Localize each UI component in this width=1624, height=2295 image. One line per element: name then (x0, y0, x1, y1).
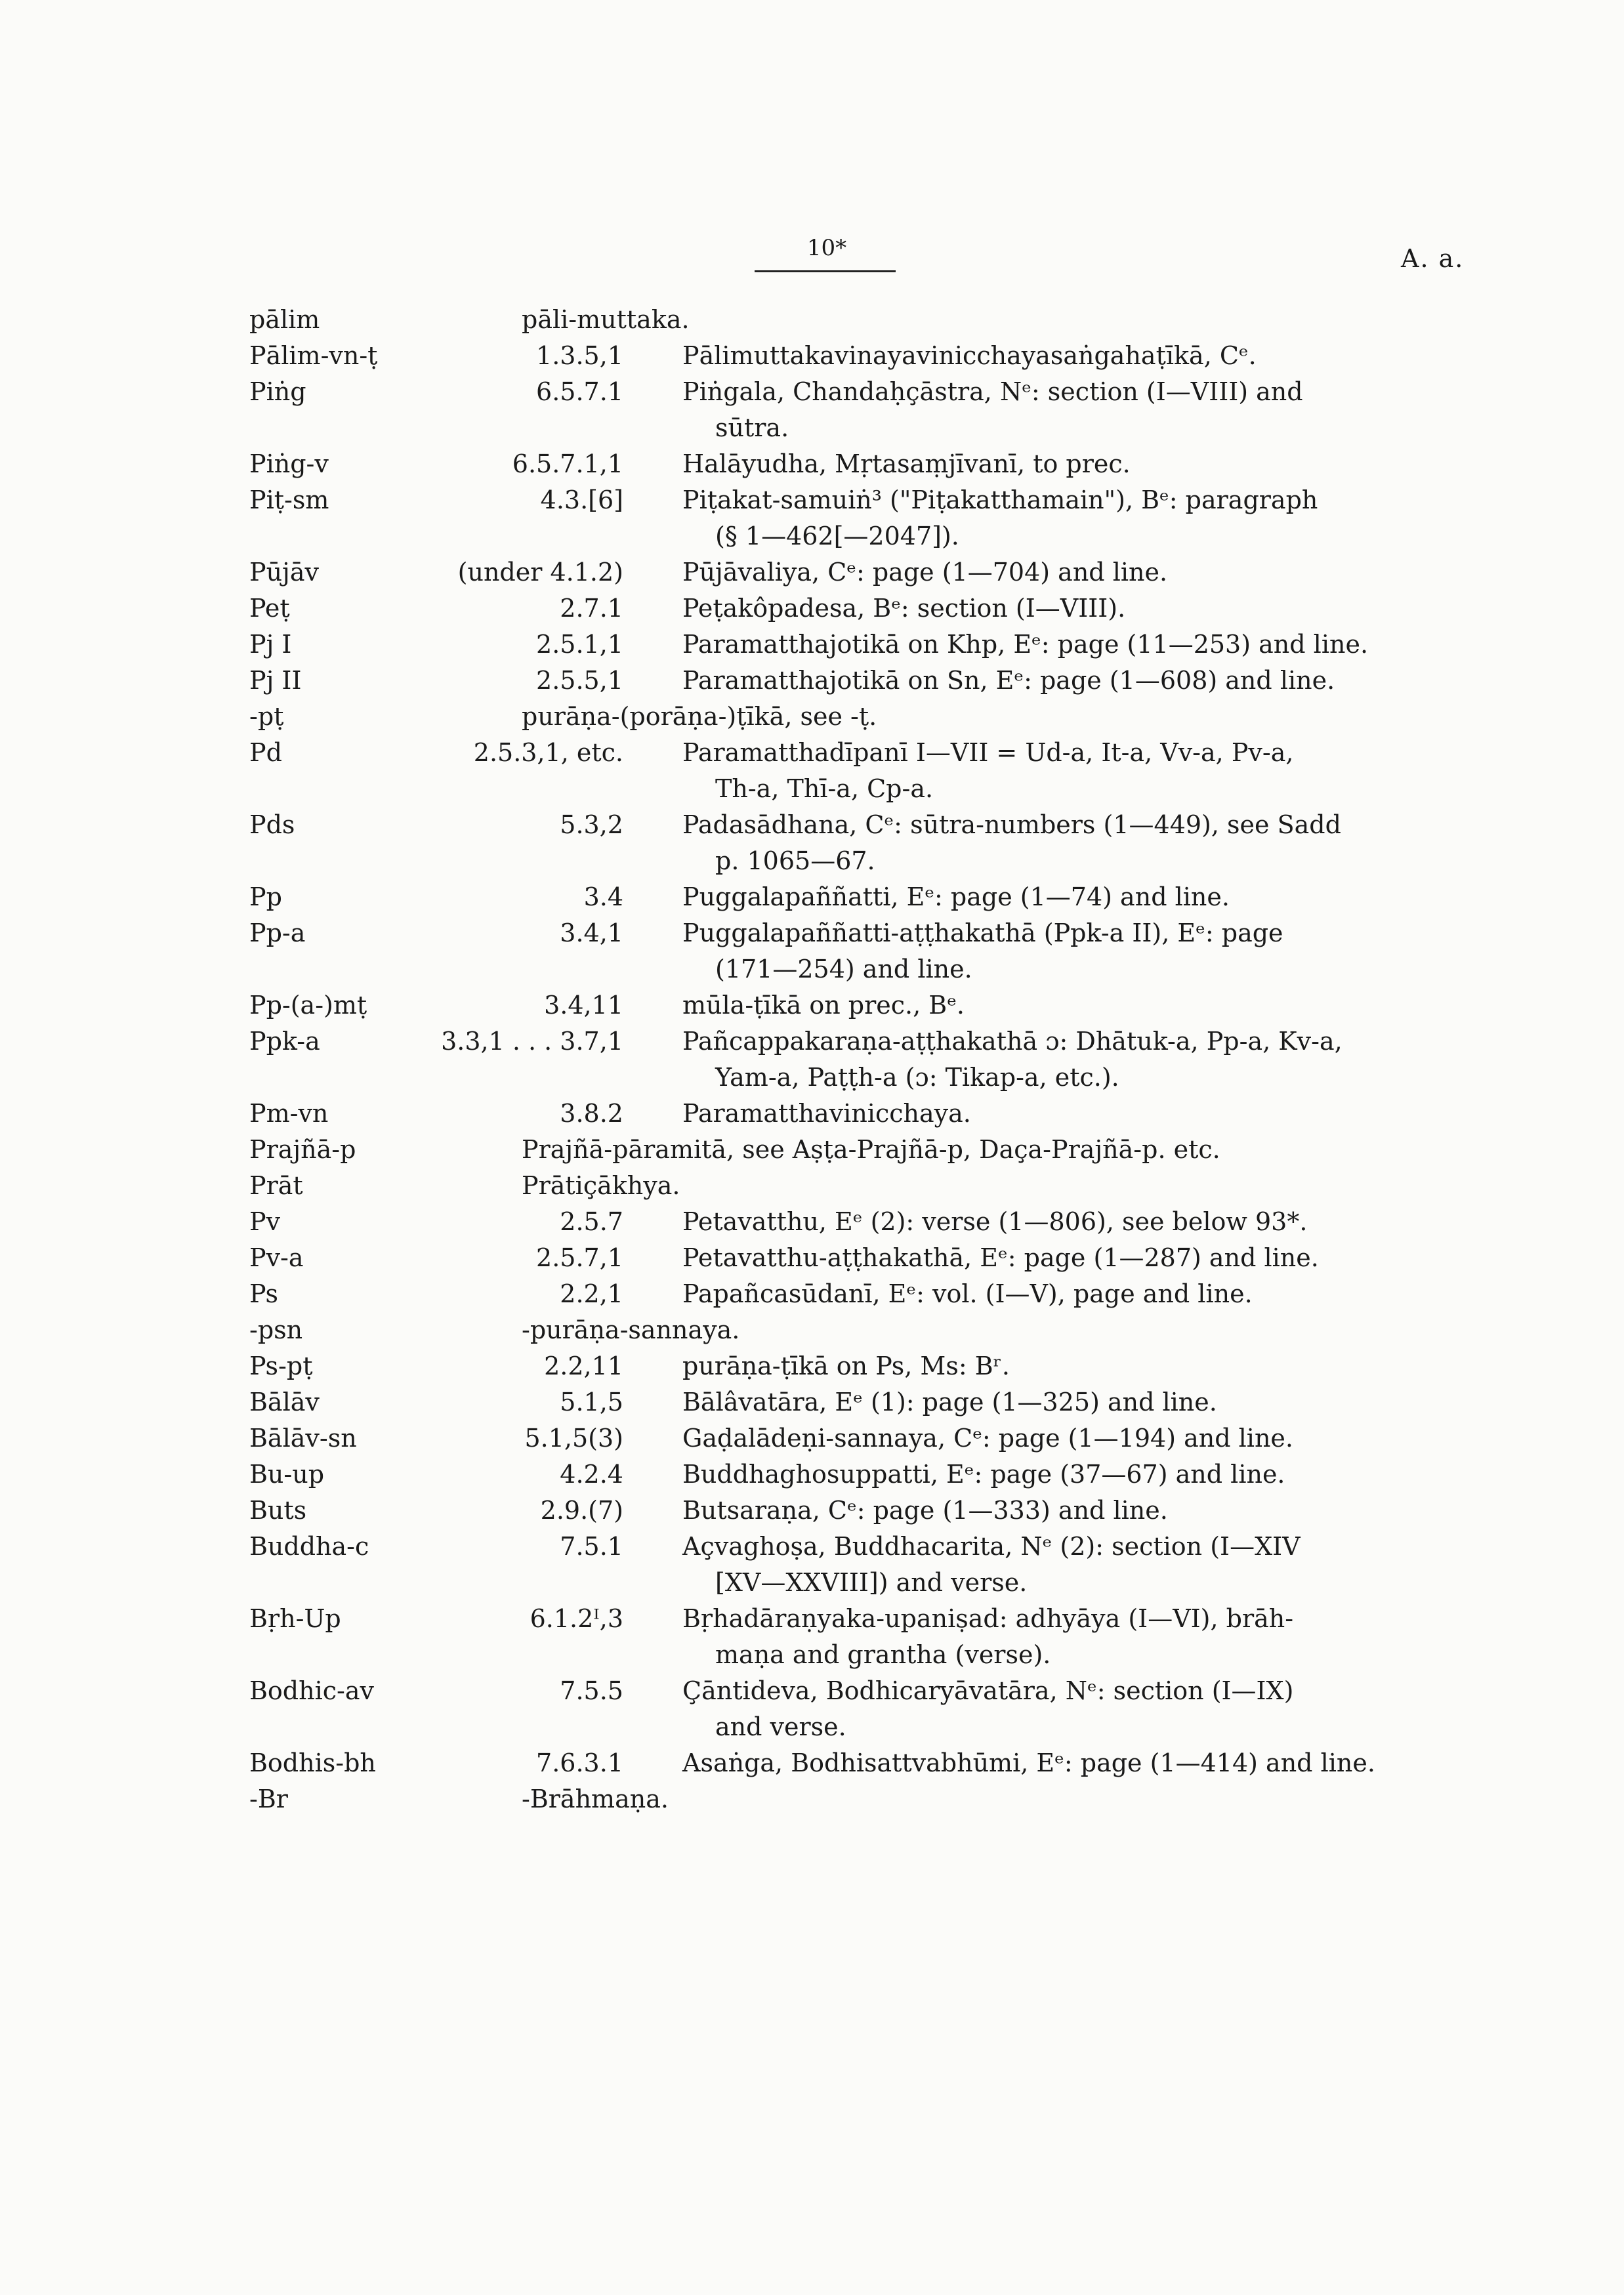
list-item (0, 374, 1624, 442)
entry-abbreviation: Pv-a (249, 1243, 304, 1272)
entry-abbreviation: Bu-up (249, 1460, 325, 1489)
entry-reference: 2.5.3,1, etc. (473, 738, 623, 767)
entry-reference: 3.4,1 (560, 919, 623, 947)
entry-title: Açvaghoṣa, Buddhacarita, Nᵉ (2): section (I—XIV (682, 1532, 1301, 1561)
list-item (0, 1023, 1624, 1092)
list-item (0, 1601, 1624, 1669)
list-item (0, 915, 1624, 983)
entry-continuation: [XV—XXVIII]) and verse. (715, 1568, 1028, 1597)
entry-abbreviation: Prajñā-p (249, 1135, 356, 1164)
entry-abbreviation: -psn (249, 1315, 303, 1344)
list-item (0, 1457, 1624, 1495)
entry-title: Pañcappakaraṇa-aṭṭhakathā ɔ: Dhātuk-a, Pp-a, Kv-a, (682, 1027, 1343, 1056)
entry-abbreviation: Piṅg (249, 377, 306, 406)
entry-reference: 7.6.3.1 (536, 1748, 623, 1777)
entry-reference: 3.4 (583, 882, 623, 911)
entry-title: Pālimuttakavinayavinicchayasaṅgahaṭīkā, Cᵉ. (682, 341, 1257, 370)
entry-abbreviation: Pp-(a-)mṭ (249, 991, 367, 1020)
entry-title: Bālâvatāra, Eᵉ (1): page (1—325) and line. (682, 1388, 1217, 1416)
list-item (0, 1745, 1624, 1783)
entry-reference: 2.7.1 (560, 594, 623, 623)
entry-title: Pūjāvaliya, Cᵉ: page (1—704) and line. (682, 558, 1168, 587)
entry-reference: 7.5.1 (560, 1532, 623, 1561)
entry-title: Prātiçākhya. (522, 1171, 680, 1200)
list-item (0, 807, 1624, 875)
list-item (0, 1420, 1624, 1458)
entry-abbreviation: Pālim-vn-ṭ (249, 341, 378, 370)
entry-title: mūla-ṭīkā on prec., Bᵉ. (682, 991, 965, 1020)
page-number-rule (755, 270, 896, 272)
entry-title: Petavatthu-aṭṭhakathā, Eᵉ: page (1—287) and line. (682, 1243, 1319, 1272)
entry-continuation: p. 1065—67. (715, 846, 875, 875)
entry-reference: 1.3.5,1 (536, 341, 623, 370)
list-item (0, 1348, 1624, 1386)
entry-title: purāṇa-ṭīkā on Ps, Ms: Bʳ. (682, 1352, 1010, 1380)
entry-title: -purāṇa-sannaya. (522, 1315, 740, 1344)
entry-abbreviation: -pṭ (249, 702, 284, 731)
entry-title: -Brāhmaṇa. (522, 1785, 669, 1813)
entry-abbreviation: Piṅg-v (249, 449, 329, 478)
entry-title: Halāyudha, Mṛtasaṃjīvanī, to prec. (682, 449, 1131, 478)
list-item (0, 879, 1624, 917)
list-item (0, 482, 1624, 550)
list-item (0, 590, 1624, 629)
entry-title: Paramatthavinicchaya. (682, 1099, 971, 1128)
entry-continuation: sūtra. (715, 413, 789, 442)
page-number: 10* (806, 235, 847, 261)
entry-title: Piṭakat-samuiṅ³ ("Piṭakatthamain"), Bᵉ: paragraph (682, 486, 1318, 514)
entry-title: purāṇa-(porāṇa-)ṭīkā, see -ṭ. (522, 702, 877, 731)
entry-continuation: (§ 1—462[—2047]). (715, 522, 959, 550)
entry-abbreviation: Bodhis-bh (249, 1748, 376, 1777)
entry-abbreviation: Buts (249, 1496, 307, 1525)
entry-abbreviation: Peṭ (249, 594, 290, 623)
entry-title: Padasādhana, Cᵉ: sūtra-numbers (1—449), see Sadd (682, 810, 1341, 839)
list-item (0, 1168, 1624, 1206)
entry-continuation: (171—254) and line. (715, 955, 972, 983)
entry-abbreviation: pālim (249, 305, 320, 334)
entry-title: Bṛhadāraṇyaka-upaniṣad: adhyāya (I—VI), brāh- (682, 1604, 1294, 1633)
list-item (0, 1312, 1624, 1350)
entry-reference: 3.3,1 . . . 3.7,1 (441, 1027, 623, 1056)
entry-title: Peṭakôpadesa, Bᵉ: section (I—VIII). (682, 594, 1126, 623)
entry-continuation: Th-a, Thī-a, Cp-a. (715, 774, 934, 803)
entry-abbreviation: Pds (249, 810, 295, 839)
entry-abbreviation: Buddha-c (249, 1532, 369, 1561)
list-item (0, 1096, 1624, 1134)
list-item (0, 699, 1624, 737)
entry-reference: 4.3.[6] (540, 486, 623, 514)
entry-continuation: and verse. (715, 1712, 846, 1741)
entry-reference: 2.5.7,1 (536, 1243, 623, 1272)
entry-abbreviation: Pd (249, 738, 282, 767)
list-item (0, 663, 1624, 701)
entry-abbreviation: Pj II (249, 666, 302, 695)
entry-abbreviation: Pp-a (249, 919, 306, 947)
entry-reference: 2.5.5,1 (536, 666, 623, 695)
entry-abbreviation: Piṭ-sm (249, 486, 329, 514)
entry-continuation: maṇa and grantha (verse). (715, 1640, 1051, 1669)
list-item (0, 554, 1624, 592)
entry-abbreviation: Bodhic-av (249, 1676, 374, 1705)
entry-abbreviation: Pūjāv (249, 558, 319, 587)
entry-reference: 5.1,5(3) (524, 1424, 623, 1453)
entry-title: Çāntideva, Bodhicaryāvatāra, Nᵉ: section (I—IX) (682, 1676, 1294, 1705)
list-item (0, 1132, 1624, 1170)
list-item (0, 1529, 1624, 1597)
entry-reference: 4.2.4 (560, 1460, 623, 1489)
entry-title: Buddhaghosuppatti, Eᵉ: page (37—67) and line. (682, 1460, 1285, 1489)
entry-title: Prajñā-pāramitā, see Aṣṭa-Prajñā-p, Daça-Prajñā-p. etc. (522, 1135, 1220, 1164)
list-item (0, 446, 1624, 484)
list-item (0, 627, 1624, 665)
entry-reference: 2.5.7 (560, 1207, 623, 1236)
entry-reference: 3.4,11 (544, 991, 623, 1020)
entry-reference: 6.5.7.1 (536, 377, 623, 406)
entry-reference: 6.5.7.1,1 (512, 449, 623, 478)
entry-abbreviation: Bālāv-sn (249, 1424, 357, 1453)
list-item (0, 1673, 1624, 1741)
entry-abbreviation: Bṛh-Up (249, 1604, 341, 1633)
list-item (0, 1493, 1624, 1531)
list-item (0, 1781, 1624, 1819)
list-item (0, 1204, 1624, 1242)
entry-abbreviation: -Br (249, 1785, 288, 1813)
entry-reference: 7.5.5 (560, 1676, 623, 1705)
entry-reference: 2.9.(7) (540, 1496, 623, 1525)
entry-reference: 2.5.1,1 (536, 630, 623, 659)
entry-title: Gaḍalādeṇi-sannaya, Cᵉ: page (1—194) and line. (682, 1424, 1293, 1453)
entry-title: Petavatthu, Eᵉ (2): verse (1—806), see below 93*. (682, 1207, 1308, 1236)
list-item (0, 302, 1624, 340)
section-marker: A. a. (1401, 244, 1465, 273)
entry-abbreviation: Pj I (249, 630, 292, 659)
entry-reference: 2.2,1 (560, 1279, 623, 1308)
list-item (0, 1240, 1624, 1278)
entry-reference: 6.1.2ᴵ,3 (530, 1604, 623, 1633)
entry-title: Paramatthajotikā on Sn, Eᵉ: page (1—608) and line. (682, 666, 1335, 695)
entry-abbreviation: Pv (249, 1207, 281, 1236)
entry-abbreviation: Ppk-a (249, 1027, 320, 1056)
entry-title: Puggalapaññatti-aṭṭhakathā (Ppk-a II), Eᵉ: page (682, 919, 1283, 947)
list-item (0, 338, 1624, 376)
entry-title: Piṅgala, Chandaḥçāstra, Nᵉ: section (I—VIII) and (682, 377, 1303, 406)
entry-reference: 5.3,2 (560, 810, 623, 839)
entry-abbreviation: Pm-vn (249, 1099, 329, 1128)
list-item (0, 735, 1624, 803)
entry-title: pāli-muttaka. (522, 305, 690, 334)
entry-title: Butsaraṇa, Cᵉ: page (1—333) and line. (682, 1496, 1168, 1525)
entry-reference: 3.8.2 (560, 1099, 623, 1128)
entry-abbreviation: Prāt (249, 1171, 303, 1200)
entry-reference: 5.1,5 (560, 1388, 623, 1416)
entry-title: Puggalapaññatti, Eᵉ: page (1—74) and line. (682, 882, 1230, 911)
list-item (0, 987, 1624, 1025)
entry-title: Paramatthadīpanī I—VII = Ud-a, It-a, Vv-a, Pv-a, (682, 738, 1294, 767)
list-item (0, 1276, 1624, 1314)
entry-abbreviation: Ps-pṭ (249, 1352, 313, 1380)
entry-abbreviation: Ps (249, 1279, 279, 1308)
entry-reference: 2.2,11 (544, 1352, 623, 1380)
list-item (0, 1384, 1624, 1422)
entry-abbreviation: Pp (249, 882, 282, 911)
entry-reference: (under 4.1.2) (457, 558, 623, 587)
entry-continuation: Yam-a, Paṭṭh-a (ɔ: Tikap-a, etc.). (715, 1063, 1119, 1092)
entry-title: Papañcasūdanī, Eᵉ: vol. (I—V), page and line. (682, 1279, 1253, 1308)
entry-title: Asaṅga, Bodhisattvabhūmi, Eᵉ: page (1—414) and line. (682, 1748, 1375, 1777)
entry-title: Paramatthajotikā on Khp, Eᵉ: page (11—253) and line. (682, 630, 1369, 659)
entry-abbreviation: Bālāv (249, 1388, 320, 1416)
